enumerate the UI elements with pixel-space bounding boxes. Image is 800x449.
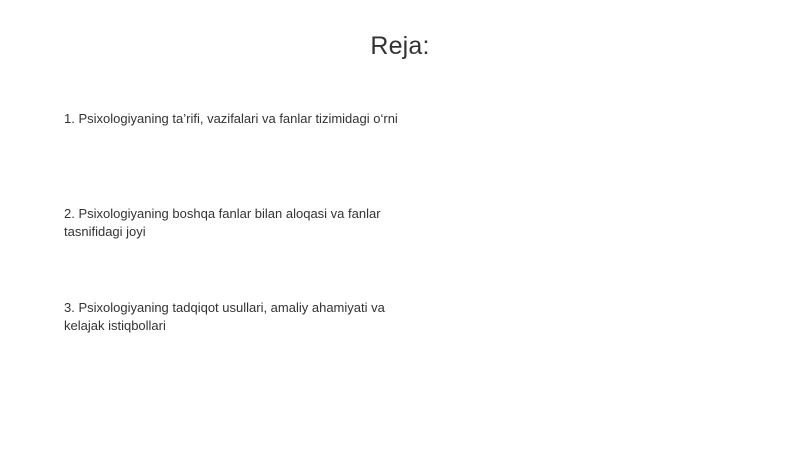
plan-item-2: 2. Psixologiyaning boshqa fanlar bilan aloqasi va fanlar tasnifidagi joyi bbox=[64, 206, 381, 239]
plan-item-1: 1. Psixologiyaning ta’rifi, vazifalari va fanlar tizimidagi o‘rni bbox=[64, 111, 398, 126]
slide-title: Reja: bbox=[370, 32, 430, 60]
plan-item-3: 3. Psixologiyaning tadqiqot usullari, amaliy ahamiyati va kelajak istiqbollari bbox=[64, 300, 385, 333]
